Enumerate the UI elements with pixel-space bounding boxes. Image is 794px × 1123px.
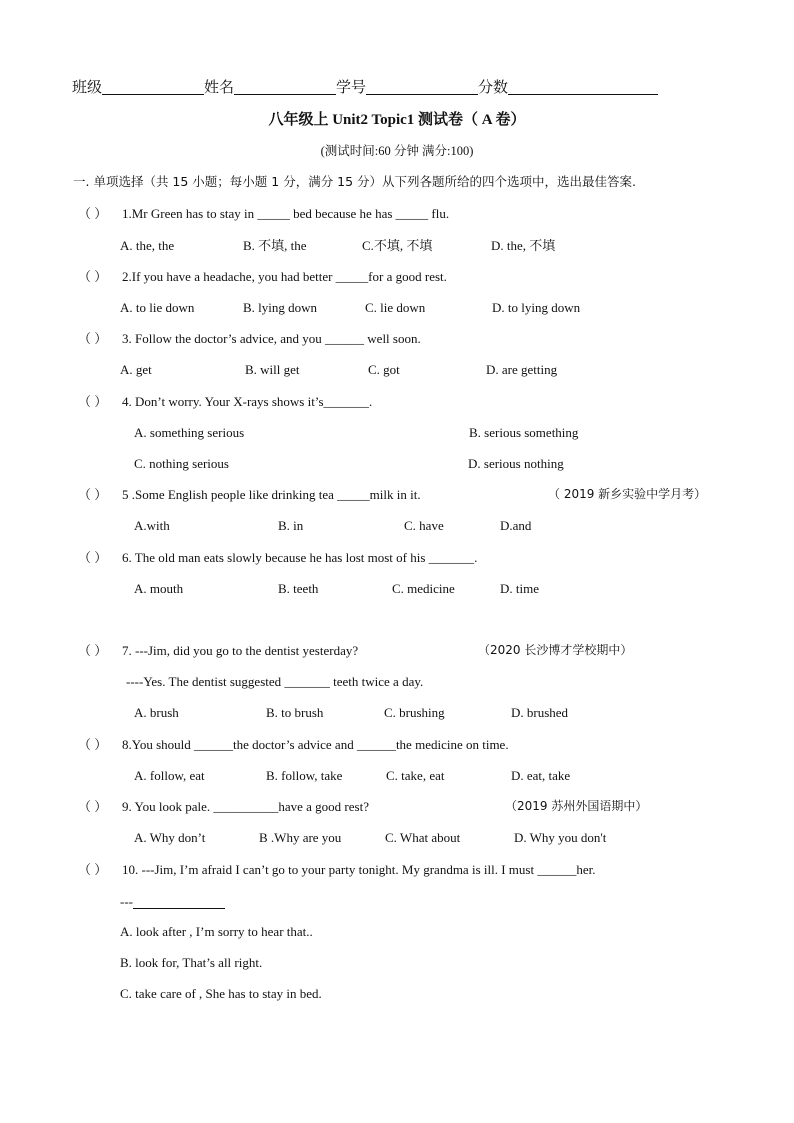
- option-a: A. something serious: [134, 425, 245, 440]
- question-stem: 6. The old man eats slowly because he has lost most of his _______.: [122, 550, 478, 565]
- option-c: C.不填, 不填: [362, 238, 433, 253]
- question-10: [78, 863, 595, 876]
- option-c: C. What about: [385, 830, 461, 845]
- question-dialogue-line: ----Yes. The dentist suggested _______ teeth twice a day.: [126, 674, 424, 689]
- option-a: A. brush: [134, 705, 179, 720]
- student-id-label: 学号: [336, 78, 367, 96]
- option-b: B. will get: [245, 362, 300, 377]
- option-a: A.with: [134, 518, 170, 533]
- option-d: D.and: [500, 518, 532, 533]
- section-heading: 一. 单项选择（共 15 小题；每小题 1 分，满分 15 分）从下列各题所给的四个选项中，选出最佳答案.: [73, 174, 637, 189]
- question-stem: 3. Follow the doctor’s advice, and you ______ well soon.: [122, 331, 421, 346]
- question-source: （2020 长沙博才学校期中）: [478, 643, 633, 657]
- question-stem: 7. ---Jim, did you go to the dentist yesterday?: [122, 643, 359, 658]
- question-1: [78, 207, 449, 220]
- option-c: C. take care of , She has to stay in bed.: [120, 986, 322, 1001]
- question-stem: 1.Mr Green has to stay in _____ bed because he has _____ flu.: [122, 206, 450, 221]
- name-blank[interactable]: [234, 80, 336, 95]
- answer-paren[interactable]: （ ）: [78, 394, 108, 409]
- answer-paren[interactable]: （ ）: [78, 206, 108, 221]
- option-d: D. eat, take: [511, 768, 571, 783]
- option-a: A. mouth: [134, 581, 184, 596]
- option-c: C. lie down: [365, 300, 426, 315]
- question-stem: 8.You should ______the doctor’s advice and ______the medicine on time.: [122, 737, 509, 752]
- question-4: [78, 395, 372, 408]
- score-blank[interactable]: [508, 80, 658, 95]
- option-c: C. have: [404, 518, 444, 533]
- question-5: [78, 488, 421, 501]
- question-stem: 10. ---Jim, I’m afraid I can’t go to your party tonight. My grandma is ill. I must ______her.: [122, 862, 596, 877]
- question-9: [78, 800, 369, 813]
- class-label: 班级: [72, 78, 103, 96]
- option-c: C. medicine: [392, 581, 455, 596]
- option-c: C. brushing: [384, 705, 445, 720]
- option-d: D. are getting: [486, 362, 558, 377]
- option-d: D. Why you don't: [514, 830, 607, 845]
- student-id-blank[interactable]: [366, 80, 478, 95]
- question-stem: 9. You look pale. __________have a good rest?: [122, 799, 369, 814]
- answer-paren[interactable]: （ ）: [78, 799, 108, 814]
- answer-paren[interactable]: （ ）: [78, 269, 108, 284]
- option-b: B. in: [278, 518, 304, 533]
- question-source: （2019 苏州外国语期中）: [505, 799, 648, 813]
- question-6: [78, 551, 477, 564]
- option-b: B. follow, take: [266, 768, 343, 783]
- score-label: 分数: [478, 78, 509, 96]
- option-b: B. to brush: [266, 705, 324, 720]
- answer-paren[interactable]: （ ）: [78, 487, 108, 502]
- option-a: A. follow, eat: [134, 768, 205, 783]
- question-8: [78, 738, 509, 751]
- option-d: D. brushed: [511, 705, 569, 720]
- option-b: B. 不填, the: [243, 238, 307, 253]
- option-b: B. teeth: [278, 581, 319, 596]
- question-dialogue-line: [120, 894, 225, 909]
- question-stem: 5 .Some English people like drinking tea _____milk in it.: [122, 487, 421, 502]
- answer-paren[interactable]: （ ）: [78, 737, 108, 752]
- dialogue-dash: ---: [120, 894, 133, 909]
- answer-paren[interactable]: （ ）: [78, 643, 108, 658]
- question-stem: 2.If you have a headache, you had better _____for a good rest.: [122, 269, 447, 284]
- answer-paren[interactable]: （ ）: [78, 331, 108, 346]
- question-source: （ 2019 新乡实验中学月考）: [548, 487, 707, 501]
- option-c: C. take, eat: [386, 768, 445, 783]
- option-a: A. Why don’t: [134, 830, 206, 845]
- option-d: D. time: [500, 581, 539, 596]
- option-a: A. to lie down: [120, 300, 195, 315]
- question-3: [78, 332, 421, 345]
- option-c: C. got: [368, 362, 400, 377]
- class-blank[interactable]: [102, 80, 204, 95]
- option-b: B. lying down: [243, 300, 318, 315]
- page-subtitle: (测试时间:60 分钟 满分:100): [320, 144, 474, 158]
- option-c: C. nothing serious: [134, 456, 229, 471]
- page-title: 八年级上 Unit2 Topic1 测试卷（ A 卷）: [268, 112, 526, 128]
- question-stem: 4. Don’t worry. Your X-rays shows it’s_______.: [122, 394, 373, 409]
- option-a: A. get: [120, 362, 152, 377]
- question-7: [78, 644, 358, 657]
- reply-blank[interactable]: [133, 894, 225, 909]
- option-b: B. look for, That’s all right.: [120, 955, 263, 970]
- option-b: B .Why are you: [259, 830, 342, 845]
- option-a: A. look after , I’m sorry to hear that..: [120, 924, 313, 939]
- option-a: A. the, the: [120, 238, 175, 253]
- name-label: 姓名: [204, 78, 235, 96]
- option-d: D. to lying down: [492, 300, 581, 315]
- answer-paren[interactable]: （ ）: [78, 550, 108, 565]
- question-2: [78, 270, 447, 283]
- answer-paren[interactable]: （ ）: [78, 862, 108, 877]
- student-info-header: [72, 80, 658, 95]
- option-d: D. serious nothing: [468, 456, 564, 471]
- option-d: D. the, 不填: [491, 238, 556, 253]
- option-b: B. serious something: [469, 425, 579, 440]
